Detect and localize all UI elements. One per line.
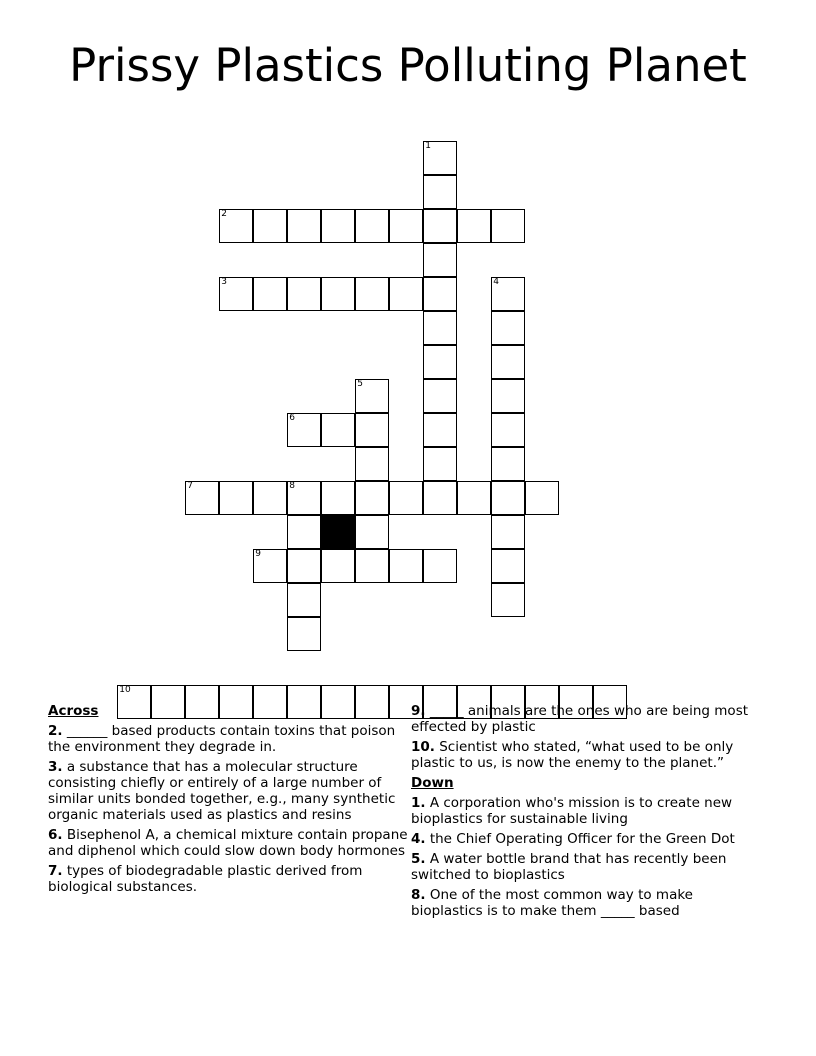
crossword-cell[interactable] <box>491 447 525 481</box>
crossword-cell[interactable] <box>423 549 457 583</box>
crossword-cell[interactable] <box>389 209 423 243</box>
crossword-cell[interactable] <box>423 175 457 209</box>
crossword-cell[interactable] <box>491 549 525 583</box>
crossword-cell[interactable] <box>525 481 559 515</box>
crossword-cell[interactable] <box>491 413 525 447</box>
clue-down-8 <box>411 887 761 919</box>
clue-number: 6. <box>48 827 63 843</box>
crossword-cell[interactable] <box>423 209 457 243</box>
crossword-cell[interactable] <box>321 413 355 447</box>
clue-number-label: 9 <box>255 549 261 560</box>
clue-number: 3. <box>48 759 63 775</box>
clue-number: 2. <box>48 723 63 739</box>
clue-text: A water bottle brand that has recently been switched to bioplastics <box>411 851 727 883</box>
crossword-cell[interactable] <box>491 583 525 617</box>
crossword-cell[interactable] <box>423 277 457 311</box>
clues-left-column <box>48 703 408 899</box>
clue-number: 1. <box>411 795 426 811</box>
clue-number-label: 7 <box>187 481 193 492</box>
crossword-cell[interactable] <box>457 209 491 243</box>
clue-number-label: 3 <box>221 277 227 288</box>
clue-text: types of biodegradable plastic derived from biological substances. <box>48 863 363 895</box>
crossword-cell[interactable] <box>253 549 287 583</box>
crossword-cell[interactable] <box>287 515 321 549</box>
crossword-cell[interactable] <box>491 379 525 413</box>
crossword-cell[interactable] <box>219 277 253 311</box>
across-heading: Across <box>48 703 99 719</box>
crossword-cell[interactable] <box>457 481 491 515</box>
clue-text: the Chief Operating Officer for the Green Dot <box>429 831 735 847</box>
clue-across-9 <box>411 703 761 735</box>
crossword-cell[interactable] <box>389 549 423 583</box>
crossword-cell[interactable] <box>491 345 525 379</box>
clue-number-label: 6 <box>289 413 295 424</box>
clues-right-column <box>411 703 761 923</box>
clue-text: _____ animals are the ones who are being most effected by plastic <box>411 703 749 735</box>
crossword-cell[interactable] <box>423 311 457 345</box>
crossword-cell[interactable] <box>219 209 253 243</box>
crossword-cell[interactable] <box>389 277 423 311</box>
clue-across-3 <box>48 759 408 823</box>
crossword-cell[interactable] <box>355 209 389 243</box>
crossword-cell[interactable] <box>355 549 389 583</box>
crossword-cell[interactable] <box>321 277 355 311</box>
crossword-cell[interactable] <box>423 413 457 447</box>
crossword-cell[interactable] <box>287 549 321 583</box>
crossword-cell[interactable] <box>355 481 389 515</box>
crossword-cell[interactable] <box>253 481 287 515</box>
crossword-cell[interactable] <box>423 141 457 175</box>
crossword-cell[interactable] <box>355 413 389 447</box>
clue-across-6 <box>48 827 408 859</box>
crossword-cell[interactable] <box>321 549 355 583</box>
clue-number-label: 1 <box>425 141 431 152</box>
crossword-cell[interactable] <box>287 481 321 515</box>
clue-across-7 <box>48 863 408 895</box>
crossword-cell[interactable] <box>185 481 219 515</box>
crossword-cell[interactable] <box>355 515 389 549</box>
clue-number: 5. <box>411 851 426 867</box>
crossword-cell[interactable] <box>287 209 321 243</box>
clue-number: 8. <box>411 887 426 903</box>
crossword-cell[interactable] <box>287 277 321 311</box>
down-heading: Down <box>411 775 454 791</box>
crossword-cell[interactable] <box>423 481 457 515</box>
clue-across-2 <box>48 723 408 755</box>
clue-text: Scientist who stated, “what used to be only plastic to us, is now the enemy to the planet.” <box>411 739 734 771</box>
crossword-cell[interactable] <box>423 345 457 379</box>
crossword-cell[interactable] <box>253 209 287 243</box>
clue-number: 4. <box>411 831 426 847</box>
crossword-cell[interactable] <box>321 481 355 515</box>
crossword-cell[interactable] <box>287 617 321 651</box>
clue-number-label: 5 <box>357 379 363 390</box>
crossword-cell[interactable] <box>491 515 525 549</box>
clue-number: 10. <box>411 739 435 755</box>
clue-number: 9. <box>411 703 426 719</box>
clue-number-label: 10 <box>119 685 131 696</box>
crossword-cell[interactable] <box>219 481 253 515</box>
crossword-cell[interactable] <box>287 413 321 447</box>
clue-text: Bisephenol A, a chemical mixture contain propane and diphenol which could slow down body hormones <box>48 827 408 859</box>
crossword-cell[interactable] <box>355 277 389 311</box>
clue-text: A corporation who's mission is to create new bioplastics for sustainable living <box>411 795 733 827</box>
clue-number: 7. <box>48 863 63 879</box>
clue-number-label: 4 <box>493 277 499 288</box>
clue-across-10 <box>411 739 761 771</box>
clue-down-1 <box>411 795 761 827</box>
crossword-cell[interactable] <box>491 311 525 345</box>
crossword-cell[interactable] <box>423 447 457 481</box>
crossword-cell[interactable] <box>423 243 457 277</box>
crossword-cell[interactable] <box>253 277 287 311</box>
page-title: Prissy Plastics Polluting Planet <box>69 39 747 92</box>
crossword-cell[interactable] <box>491 209 525 243</box>
clue-text: ______ based products contain toxins that poison the environment they degrade in. <box>48 723 396 755</box>
clue-text: One of the most common way to make bioplastics is to make them _____ based <box>411 887 693 919</box>
crossword-cell[interactable] <box>491 277 525 311</box>
crossword-cell[interactable] <box>491 481 525 515</box>
clue-number-label: 8 <box>289 481 295 492</box>
clue-text: a substance that has a molecular structure consisting chiefly or entirely of a large number of similar units bonded together, e.g., many synthetic organic materials used as plastics and resins <box>48 759 396 823</box>
crossword-black-cell <box>321 515 355 549</box>
clue-down-4 <box>411 831 761 847</box>
crossword-cell[interactable] <box>355 379 389 413</box>
clue-down-5 <box>411 851 761 883</box>
crossword-cell[interactable] <box>287 583 321 617</box>
crossword-cell[interactable] <box>321 209 355 243</box>
clue-number-label: 2 <box>221 209 227 220</box>
crossword-cell[interactable] <box>355 447 389 481</box>
crossword-cell[interactable] <box>389 481 423 515</box>
crossword-cell[interactable] <box>423 379 457 413</box>
